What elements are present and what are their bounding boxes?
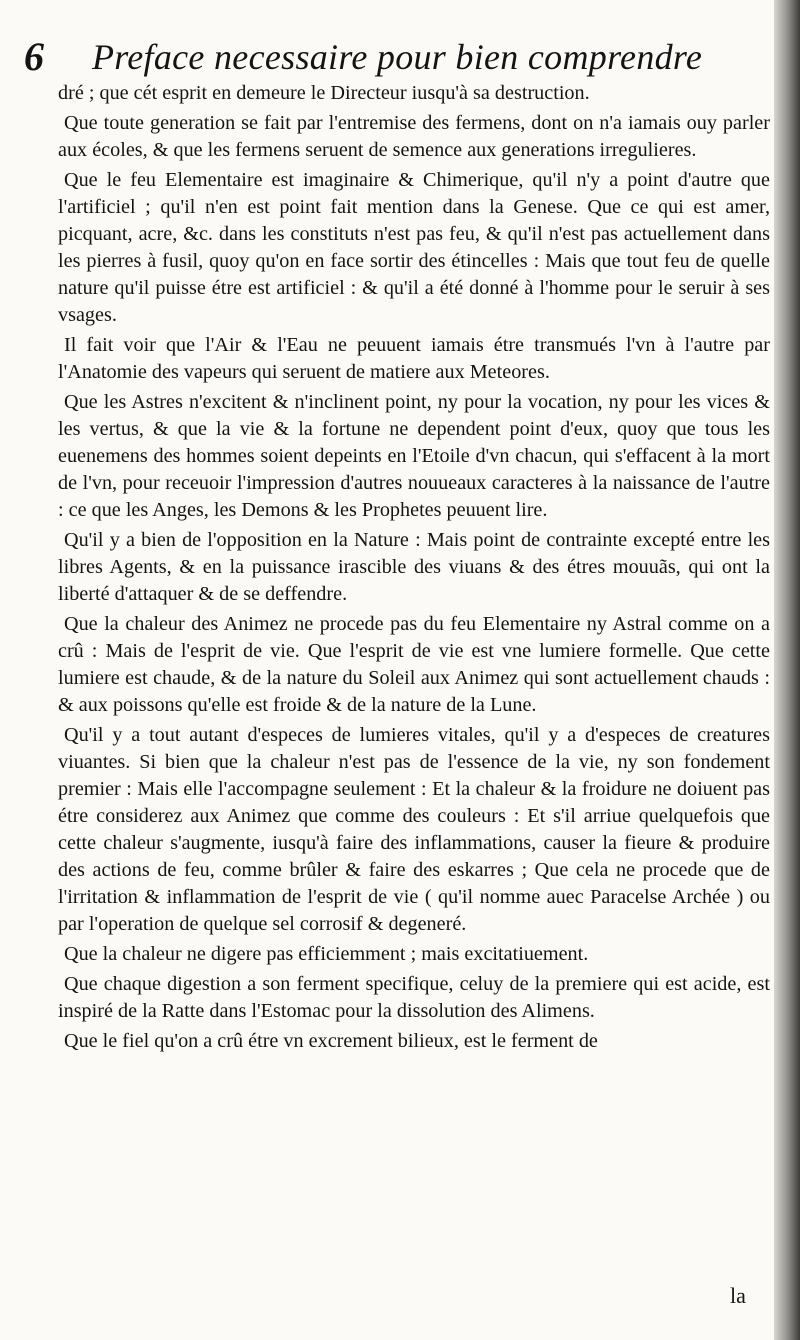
paragraph: Que la chaleur des Animez ne procede pas du feu Elementaire ny Astral comme on a crû : Mais de l'esprit de vie. Que l'esprit de vie est vne lumiere formelle. Que cette lumiere est chaude, & de la nature du Soleil aux Animez qui sont actuellement chauds : & aux poissons qu'elle est froide & de la nature de la Lune. [58,613,770,716]
page-number: 6 [24,34,44,79]
paragraph: Que la chaleur ne digere pas efficiemment ; mais excitatiuement. [64,943,589,965]
page-gutter [774,0,800,1340]
paragraph: dré ; que cét esprit en demeure le Directeur iusqu'à sa destruction. [58,82,590,104]
paragraph: Que toute generation se fait par l'entremise des fermens, dont on n'a iamais ouy parler aux écoles, & que les fermens seruent de semence aux generations irregulieres. [58,112,770,161]
paragraph: Il fait voir que l'Air & l'Eau ne peuuent iamais étre transmués l'vn à l'autre par l'Anatomie des vapeurs qui seruent de matiere aux Meteores. [58,334,770,383]
paragraph: Qu'il y a tout autant d'especes de lumieres vitales, qu'il y a d'especes de creatures viuantes. Si bien que la chaleur n'est pas de l'essence de la vie, ny son fondement premier : Mais elle l'accompagne seulement : Et la chaleur & la froidure ne doiuent pas étre considerez aux Animez que comme des couleurs : Et s'il arriue quelquefois que cette chaleur s'augmente, iusqu'à faire des inflammations, causer la fieure & produire des actions de feu, comme brûler & faire des eskarres ; Que cela ne procede que de l'irritation & inflammation de l'esprit de vie ( qu'il nomme auec Paracelse Archée ) ou par l'operation de quelque sel corrosif & degeneré. [58,724,770,935]
page-header [24,32,764,82]
paragraph: Que chaque digestion a son ferment specifique, celuy de la premiere qui est acide, est inspiré de la Ratte dans l'Estomac pour la dissolution des Alimens. [58,973,770,1022]
paragraph: Qu'il y a bien de l'opposition en la Nature : Mais point de contrainte excepté entre les libres Agents, & en la puissance irascible des viuans & des étres mouuãs, qui ont la liberté d'attaquer & de se deffendre. [58,529,770,605]
paragraph: Que le fiel qu'on a crû étre vn excrement bilieux, est le ferment de [64,1030,598,1052]
page-body [58,80,770,1058]
catchword: la [730,1283,746,1308]
paragraph: Que le feu Elementaire est imaginaire & Chimerique, qu'il n'y a point d'autre que l'artificiel ; qu'il n'en est point fait mention dans la Genese. Que ce qui est amer, picquant, acre, &c. dans les constituts n'est pas feu, & qu'il n'est pas actuellement dans les pierres à fusil, quoy qu'on en face sortir des étincelles : Mais que tout feu de quelle nature qu'il puisse étre est artificiel : & qu'il a été donné à l'homme pour le seruir à ses vsages. [58,169,770,326]
running-head: Preface necessaire pour bien comprendre [92,37,703,77]
paragraph: Que les Astres n'excitent & n'inclinent point, ny pour la vocation, ny pour les vices & les vertus, & que la vie & la fortune ne dependent point d'eux, quoy que tous les euenemens des hommes soient depeints en l'Etoile d'vn chacun, qui s'effacent à la mort de l'vn, pour receuoir l'impression d'autres nouueaux caracteres à la naissance de l'autre : ce que les Anges, les Demons & les Prophetes peuuent lire. [58,391,770,521]
